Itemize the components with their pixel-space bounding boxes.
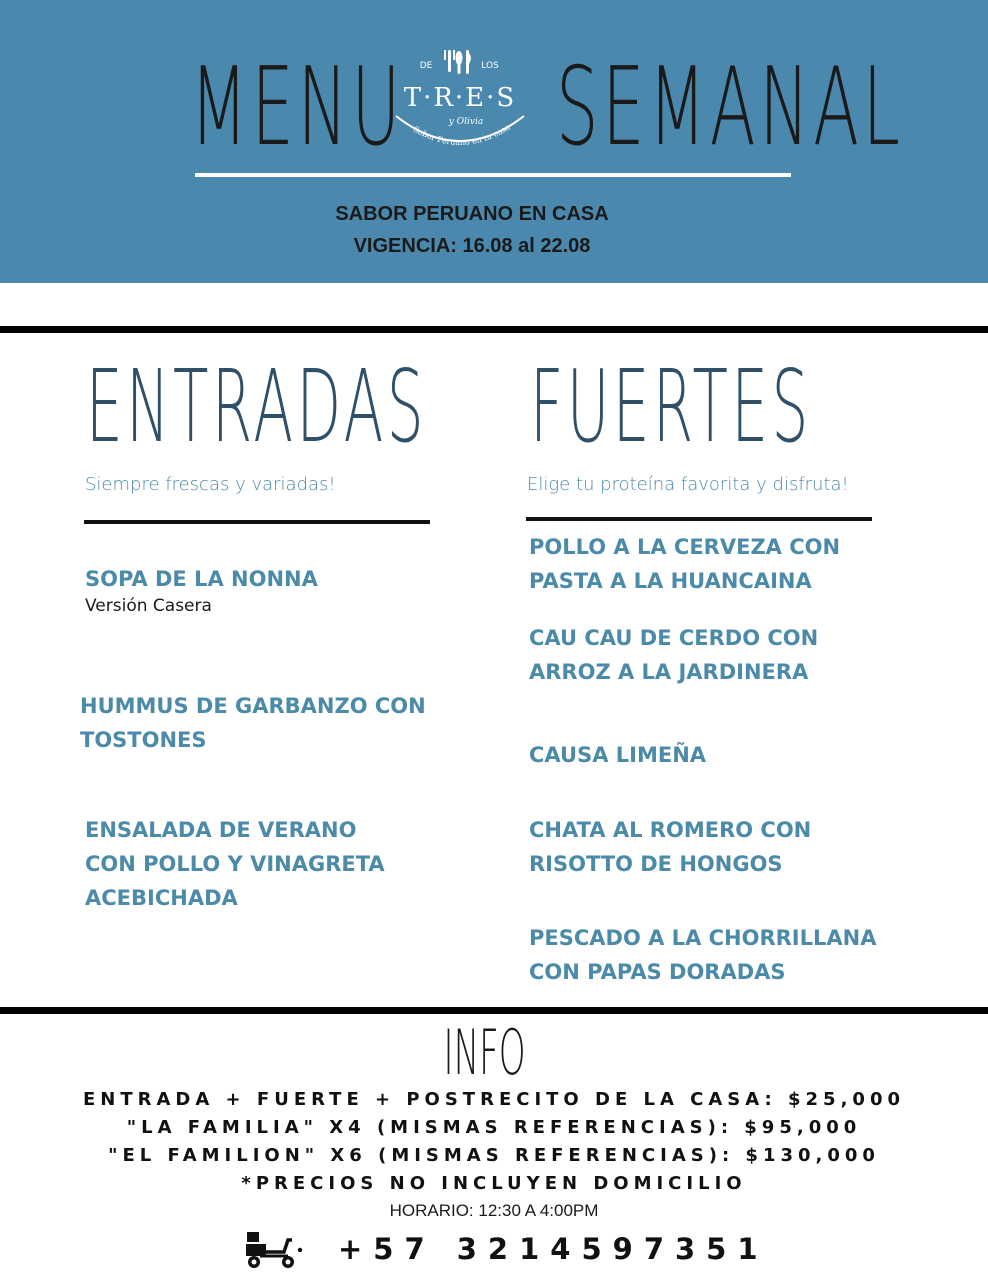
logo-de-text: DE	[419, 61, 433, 71]
fuertes-title: FUERTES	[530, 348, 812, 465]
fuerte-item: CAU CAU DE CERDO CON ARROZ A LA JARDINERA	[529, 626, 819, 684]
logo-ribbon-text: Sabor Peruano en tu casa	[411, 122, 512, 148]
scooter-icon	[244, 1230, 306, 1270]
fuerte-item: PESCADO A LA CHORRILLANA CON PAPAS DORADAS	[529, 926, 877, 984]
opening-hours: HORARIO: 12:30 A 4:00PM	[389, 1201, 599, 1220]
entrada-item: SOPA DE LA NONNA	[85, 567, 318, 591]
price-note: *PRECIOS NO INCLUYEN DOMICILIO	[241, 1173, 747, 1194]
validity-dates: VIGENCIA: 16.08 al 22.08	[353, 235, 591, 257]
fuerte-item: CAUSA LIMEÑA	[529, 743, 707, 767]
menu-title-left: MENU	[190, 45, 405, 170]
price-line: ENTRADA + FUERTE + POSTRECITO DE LA CASA: $25,000	[82, 1089, 905, 1110]
price-line: "LA FAMILIA" X4 (MISMAS REFERENCIAS): $95,000	[126, 1117, 862, 1138]
header-divider	[195, 173, 791, 177]
logo-los-text: LOS	[481, 61, 499, 71]
fuertes-tagline: Elige tu proteína favorita y disfruta!	[527, 474, 849, 495]
section-divider-top	[0, 326, 988, 333]
info-title: INFO	[443, 1016, 527, 1089]
phone-number: +57 3214597351	[338, 1232, 769, 1266]
entradas-title: ENTRADAS	[86, 348, 428, 465]
entrada-item: HUMMUS DE GARBANZO CON TOSTONES	[80, 694, 426, 752]
logo-script-text: y Olivia	[448, 117, 484, 127]
price-line: "EL FAMILION" X6 (MISMAS REFERENCIAS): $130,000	[108, 1145, 880, 1166]
menu-title-right: SEMANAL	[556, 45, 904, 170]
header-banner	[0, 0, 988, 283]
entrada-item: ENSALADA DE VERANO CON POLLO Y VINAGRETA ACEBICHADA	[85, 818, 385, 910]
brand-logo	[388, 44, 532, 164]
logo-name-text: T·R·E·S	[403, 83, 517, 113]
fuerte-item: CHATA AL ROMERO CON RISOTTO DE HONGOS	[529, 818, 812, 876]
cutlery-icon	[444, 50, 471, 74]
fuerte-item: POLLO A LA CERVEZA CON PASTA A LA HUANCAINA	[529, 535, 841, 593]
entradas-divider	[84, 520, 430, 524]
entradas-tagline: Siempre frescas y variadas!	[85, 474, 336, 495]
section-divider-bottom	[0, 1007, 988, 1014]
entrada-item-note: Versión Casera	[85, 596, 212, 616]
contact-row	[244, 1228, 804, 1272]
fuertes-divider	[526, 517, 872, 521]
subtitle: SABOR PERUANO EN CASA	[335, 203, 609, 225]
